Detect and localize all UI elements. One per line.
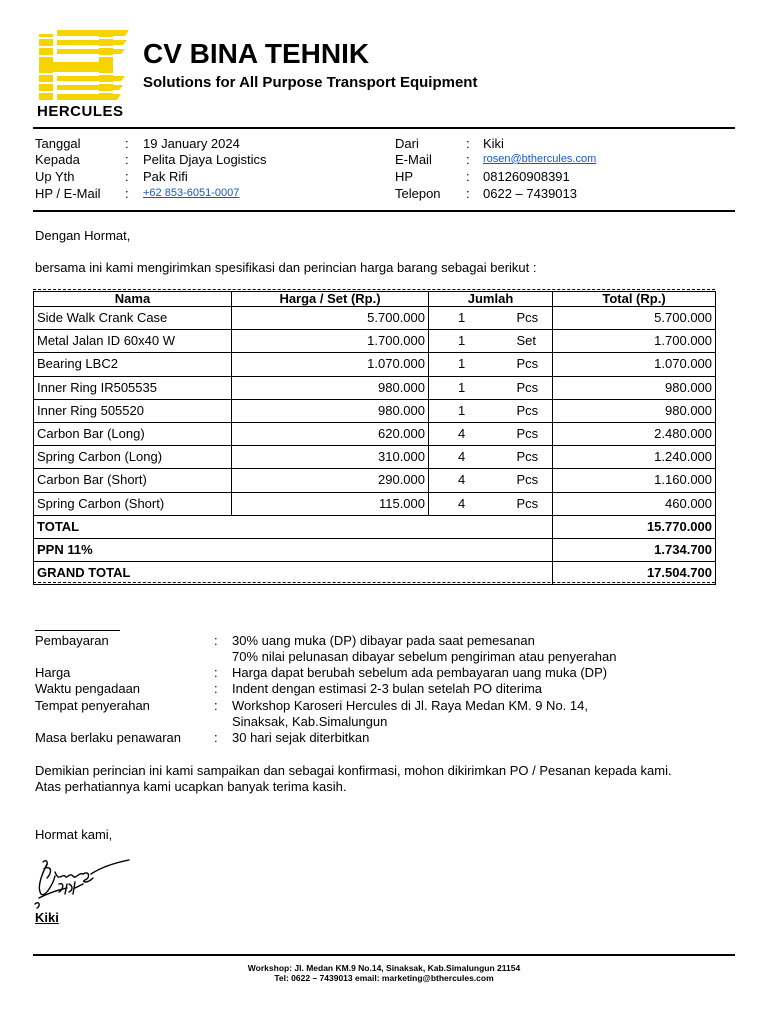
info-label: E-Mail — [395, 152, 432, 167]
summary-row-tax — [34, 538, 716, 561]
item-qty: 4 — [429, 469, 489, 492]
item-unit: Pcs — [489, 353, 553, 376]
term-label: Waktu pengadaan — [35, 681, 141, 696]
term-label: Harga — [35, 665, 71, 680]
info-colon: : — [466, 169, 470, 184]
info-colon: : — [125, 136, 129, 151]
info-row-hp — [395, 168, 735, 185]
item-total: 980.000 — [553, 376, 716, 399]
greeting: Dengan Hormat, — [35, 228, 131, 243]
footer-address: Workshop: Jl. Medan KM.9 No.14, Sinaksak, Kab.Simalungun 21154 — [247, 963, 521, 973]
info-value-hp: 081260908391 — [483, 169, 570, 184]
col-header-total: Total (Rp.) — [553, 292, 716, 307]
item-price: 310.000 — [232, 446, 429, 469]
info-colon: : — [466, 136, 470, 151]
term-colon: : — [214, 681, 218, 696]
info-label: Telepon — [395, 186, 441, 201]
term-label: Masa berlaku penawaran — [35, 730, 181, 745]
item-name: Metal Jalan ID 60x40 W — [34, 330, 232, 353]
info-row-contact — [35, 185, 375, 202]
item-qty: 1 — [429, 376, 489, 399]
item-name: Spring Carbon (Long) — [34, 446, 232, 469]
summary-label: TOTAL — [34, 515, 553, 538]
item-total: 460.000 — [553, 492, 716, 515]
item-unit: Pcs — [489, 376, 553, 399]
item-qty: 1 — [429, 307, 489, 330]
table-row — [34, 469, 716, 492]
item-price: 980.000 — [232, 399, 429, 422]
term-label: Tempat penyerahan — [35, 698, 150, 713]
info-row-attention — [35, 168, 375, 185]
item-total: 1.240.000 — [553, 446, 716, 469]
term-label: Pembayaran — [35, 633, 109, 648]
closing-line-2: Atas perhatiannya kami ucapkan banyak terima kasih. — [35, 779, 347, 794]
info-value-recipient: Pelita Djaya Logistics — [143, 152, 267, 167]
item-total: 2.480.000 — [553, 422, 716, 445]
term-value: 30 hari sejak diterbitkan — [232, 730, 370, 745]
term-value: Indent dengan estimasi 2-3 bulan setelah PO diterima — [232, 681, 543, 696]
item-name: Bearing LBC2 — [34, 353, 232, 376]
item-name: Inner Ring IR505535 — [34, 376, 232, 399]
col-header-price: Harga / Set (Rp.) — [232, 292, 429, 307]
item-qty: 1 — [429, 399, 489, 422]
col-header-name: Nama — [34, 292, 232, 307]
company-tagline: Solutions for All Purpose Transport Equipment — [143, 74, 478, 91]
item-total: 1.700.000 — [553, 330, 716, 353]
info-label: Up Yth — [35, 169, 75, 184]
handwritten-signature — [33, 854, 133, 912]
table-row — [34, 399, 716, 422]
table-row — [34, 376, 716, 399]
header-rule — [33, 127, 735, 129]
item-name: Carbon Bar (Short) — [34, 469, 232, 492]
item-qty: 1 — [429, 353, 489, 376]
term-colon: : — [214, 633, 218, 648]
info-colon: : — [125, 186, 129, 201]
col-header-qty: Jumlah — [429, 292, 553, 307]
terms-rule — [35, 630, 120, 631]
info-label: HP / E-Mail — [35, 186, 101, 201]
info-row-from — [395, 135, 735, 152]
item-total: 1.070.000 — [553, 353, 716, 376]
table-row — [34, 492, 716, 515]
brand-name: HERCULES — [37, 103, 124, 120]
term-value: Harga dapat berubah sebelum ada pembayaran uang muka (DP) — [232, 665, 608, 680]
table-row — [34, 422, 716, 445]
item-price: 980.000 — [232, 376, 429, 399]
table-top-dash — [33, 289, 715, 290]
item-qty: 4 — [429, 446, 489, 469]
info-row-phone — [395, 185, 735, 202]
intro-text: bersama ini kami mengirimkan spesifikasi dan perincian harga barang sebagai berikut : — [35, 260, 537, 275]
footer-rule — [33, 954, 735, 956]
info-rule — [33, 210, 735, 212]
info-value-from: Kiki — [483, 136, 504, 151]
hercules-logo — [37, 30, 129, 104]
sender-email-link[interactable]: rosen@bthercules.com — [483, 153, 597, 165]
info-label: Tanggal — [35, 136, 81, 151]
item-name: Carbon Bar (Long) — [34, 422, 232, 445]
info-colon: : — [466, 152, 470, 167]
table-bottom-dash — [33, 582, 715, 583]
info-label: HP — [395, 169, 414, 184]
item-total: 1.160.000 — [553, 469, 716, 492]
table-row — [34, 353, 716, 376]
info-value-attention: Pak Rifi — [143, 169, 188, 184]
footer-contact: Tel: 0622 – 7439013 email: marketing@bthercules.com — [274, 973, 494, 983]
recipient-phone-link[interactable]: +62 853-6051-0007 — [143, 187, 240, 199]
info-label: Kepada — [35, 152, 80, 167]
item-unit: Pcs — [489, 399, 553, 422]
item-unit: Pcs — [489, 307, 553, 330]
summary-label: GRAND TOTAL — [34, 562, 553, 585]
term-colon: : — [214, 665, 218, 680]
table-row — [34, 330, 716, 353]
summary-value: 15.770.000 — [553, 515, 716, 538]
info-row-email — [395, 151, 735, 168]
info-row-recipient — [35, 151, 375, 168]
summary-value: 1.734.700 — [553, 538, 716, 561]
table-row — [34, 307, 716, 330]
table-body — [34, 307, 716, 516]
regards: Hormat kami, — [35, 827, 113, 842]
table-header-row — [34, 292, 716, 307]
item-price: 115.000 — [232, 492, 429, 515]
summary-label: PPN 11% — [34, 538, 553, 561]
summary-row-total — [34, 515, 716, 538]
info-value-date: 19 January 2024 — [143, 136, 240, 151]
term-colon: : — [214, 698, 218, 713]
term-colon: : — [214, 730, 218, 745]
company-name: CV BINA TEHNIK — [143, 38, 370, 69]
item-total: 980.000 — [553, 399, 716, 422]
closing-line-1: Demikian perincian ini kami sampaikan dan sebagai konfirmasi, mohon dikirimkan PO / Pesanan kepada kami. — [35, 763, 672, 778]
item-unit: Pcs — [489, 446, 553, 469]
item-unit: Pcs — [489, 469, 553, 492]
summary-value: 17.504.700 — [553, 562, 716, 585]
term-value: 70% nilai pelunasan dibayar sebelum pengiriman atau penyerahan — [232, 649, 617, 664]
item-price: 290.000 — [232, 469, 429, 492]
item-unit: Pcs — [489, 492, 553, 515]
item-unit: Pcs — [489, 422, 553, 445]
price-table — [33, 291, 716, 585]
item-price: 620.000 — [232, 422, 429, 445]
item-qty: 1 — [429, 330, 489, 353]
item-name: Side Walk Crank Case — [34, 307, 232, 330]
item-price: 1.070.000 — [232, 353, 429, 376]
info-colon: : — [466, 186, 470, 201]
item-qty: 4 — [429, 492, 489, 515]
item-price: 1.700.000 — [232, 330, 429, 353]
info-label: Dari — [395, 136, 419, 151]
info-value-phone: 0622 – 7439013 — [483, 186, 577, 201]
info-row-date — [35, 135, 375, 152]
item-name: Inner Ring 505520 — [34, 399, 232, 422]
info-colon: : — [125, 152, 129, 167]
item-total: 5.700.000 — [553, 307, 716, 330]
term-value: Sinaksak, Kab.Simalungun — [232, 714, 388, 729]
term-value: Workshop Karoseri Hercules di Jl. Raya Medan KM. 9 No. 14, — [232, 698, 588, 713]
info-colon: : — [125, 169, 129, 184]
item-price: 5.700.000 — [232, 307, 429, 330]
item-unit: Set — [489, 330, 553, 353]
signer-name: Kiki — [35, 910, 59, 925]
term-value: 30% uang muka (DP) dibayar pada saat pemesanan — [232, 633, 535, 648]
item-name: Spring Carbon (Short) — [34, 492, 232, 515]
item-qty: 4 — [429, 422, 489, 445]
table-row — [34, 446, 716, 469]
